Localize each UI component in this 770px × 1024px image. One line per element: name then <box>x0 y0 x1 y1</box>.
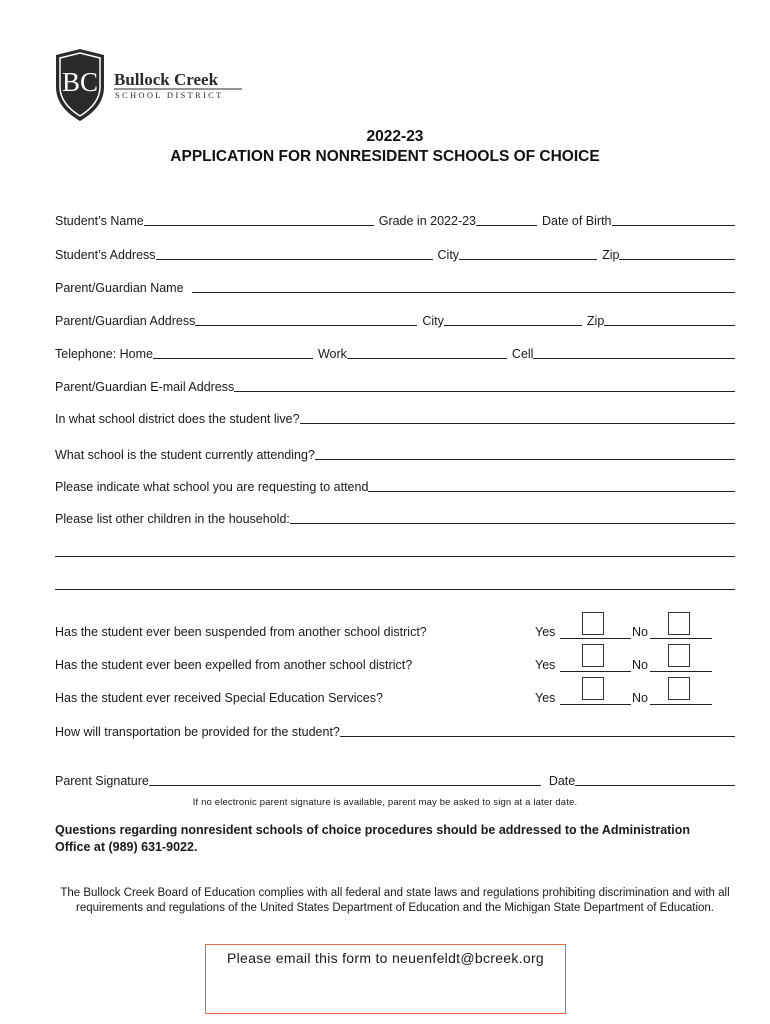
student-address-field[interactable] <box>156 248 433 260</box>
question-special-ed: Has the student ever received Special Education Services? <box>55 691 383 705</box>
parent-address-row <box>55 311 735 329</box>
grade-field[interactable] <box>476 214 537 226</box>
signature-field[interactable] <box>149 774 541 786</box>
parent-name-row <box>55 278 735 296</box>
parent-name-label: Parent/Guardian Name <box>55 281 184 295</box>
special-ed-yes-label: Yes <box>535 691 556 705</box>
current-school-label: What school is the student currently attending? <box>55 448 315 462</box>
transportation-row <box>55 722 735 740</box>
suspended-no-line <box>650 638 712 639</box>
signature-note: If no electronic parent signature is available, parent may be asked to sign at a later date. <box>192 797 578 808</box>
telephone-work-label: Work <box>317 347 347 361</box>
other-children-line-2[interactable] <box>55 556 735 557</box>
expelled-yes-checkbox[interactable] <box>582 644 604 667</box>
transportation-label: How will transportation be provided for the student? <box>55 725 340 739</box>
expelled-no-line <box>650 671 712 672</box>
email-instruction-text: Please email this form to neuenfeldt@bcreek.org <box>226 950 545 966</box>
logo-subtitle: SCHOOL DISTRICT <box>115 90 224 100</box>
suspended-yes-label: Yes <box>535 625 556 639</box>
requested-school-field[interactable] <box>368 480 735 492</box>
transportation-field[interactable] <box>340 725 735 737</box>
other-children-field[interactable] <box>290 512 735 524</box>
telephone-cell-label: Cell <box>511 347 534 361</box>
expelled-no-checkbox[interactable] <box>668 644 690 667</box>
contact-note: Questions regarding nonresident schools of choice procedures should be addressed to the Administration Office at (989) 631-9022. <box>55 823 691 854</box>
compliance-statement: The Bullock Creek Board of Education complies with all federal and state laws and regulations prohibiting discrimination and with all requirements and regulations of the United States Department of Education and the Michigan State Department of Education. <box>60 887 730 914</box>
suspended-yes-checkbox[interactable] <box>582 612 604 635</box>
parent-name-field[interactable] <box>192 281 735 293</box>
title-year: 2022-23 <box>366 128 424 145</box>
district-field[interactable] <box>300 412 735 424</box>
district-row <box>55 409 735 427</box>
signature-date-label: Date <box>548 774 576 788</box>
question-expelled: Has the student ever been expelled from another school district? <box>55 658 413 672</box>
parent-zip-label: Zip <box>586 314 605 328</box>
email-instruction-box <box>205 944 566 1014</box>
form-title <box>0 127 770 167</box>
signature-label: Parent Signature <box>55 774 149 788</box>
parent-zip-field[interactable] <box>604 314 735 326</box>
other-children-line-3[interactable] <box>55 589 735 590</box>
student-address-row <box>55 245 735 263</box>
parent-city-field[interactable] <box>444 314 582 326</box>
student-city-label: City <box>437 248 460 262</box>
student-address-label: Student’s Address <box>55 248 156 262</box>
logo-monogram: BC <box>61 67 99 97</box>
expelled-yes-line <box>560 671 631 672</box>
grade-label: Grade in 2022-23 <box>378 214 477 228</box>
telephone-home-field[interactable] <box>153 347 313 359</box>
parent-address-field[interactable] <box>195 314 417 326</box>
email-label: Parent/Guardian E-mail Address <box>55 380 235 394</box>
telephone-work-field[interactable] <box>347 347 507 359</box>
expelled-no-label: No <box>632 658 648 672</box>
district-label: In what school district does the student live? <box>55 412 300 426</box>
special-ed-yes-line <box>560 704 631 705</box>
district-logo <box>50 47 250 123</box>
requested-school-row <box>55 477 735 495</box>
requested-school-label: Please indicate what school you are requesting to attend <box>55 480 369 494</box>
special-ed-no-checkbox[interactable] <box>668 677 690 700</box>
other-children-row <box>55 509 735 527</box>
parent-city-label: City <box>422 314 444 328</box>
special-ed-no-line <box>650 704 712 705</box>
email-field[interactable] <box>234 380 735 392</box>
title-main: APPLICATION FOR NONRESIDENT SCHOOLS OF CHOICE <box>170 148 600 165</box>
current-school-row <box>55 445 735 463</box>
student-city-field[interactable] <box>459 248 597 260</box>
suspended-no-checkbox[interactable] <box>668 612 690 635</box>
student-zip-field[interactable] <box>619 248 735 260</box>
telephone-cell-field[interactable] <box>533 347 735 359</box>
suspended-no-label: No <box>632 625 648 639</box>
telephone-row <box>55 344 735 362</box>
email-row <box>55 377 735 395</box>
question-suspended: Has the student ever been suspended from another school district? <box>55 625 427 639</box>
special-ed-no-label: No <box>632 691 648 705</box>
signature-row <box>55 771 735 789</box>
special-ed-yes-checkbox[interactable] <box>582 677 604 700</box>
expelled-yes-label: Yes <box>535 658 556 672</box>
suspended-yes-line <box>560 638 631 639</box>
logo-name: Bullock Creek <box>114 70 219 89</box>
student-name-field[interactable] <box>144 214 374 226</box>
student-name-label: Student’s Name <box>55 214 144 228</box>
telephone-home-label: Telephone: Home <box>55 347 153 361</box>
dob-label: Date of Birth <box>542 214 612 228</box>
signature-date-field[interactable] <box>575 774 735 786</box>
other-children-label: Please list other children in the household: <box>55 512 290 526</box>
student-name-row <box>55 211 735 229</box>
dob-field[interactable] <box>612 214 736 226</box>
current-school-field[interactable] <box>315 448 735 460</box>
parent-address-label: Parent/Guardian Address <box>55 314 196 328</box>
student-zip-label: Zip <box>602 248 620 262</box>
